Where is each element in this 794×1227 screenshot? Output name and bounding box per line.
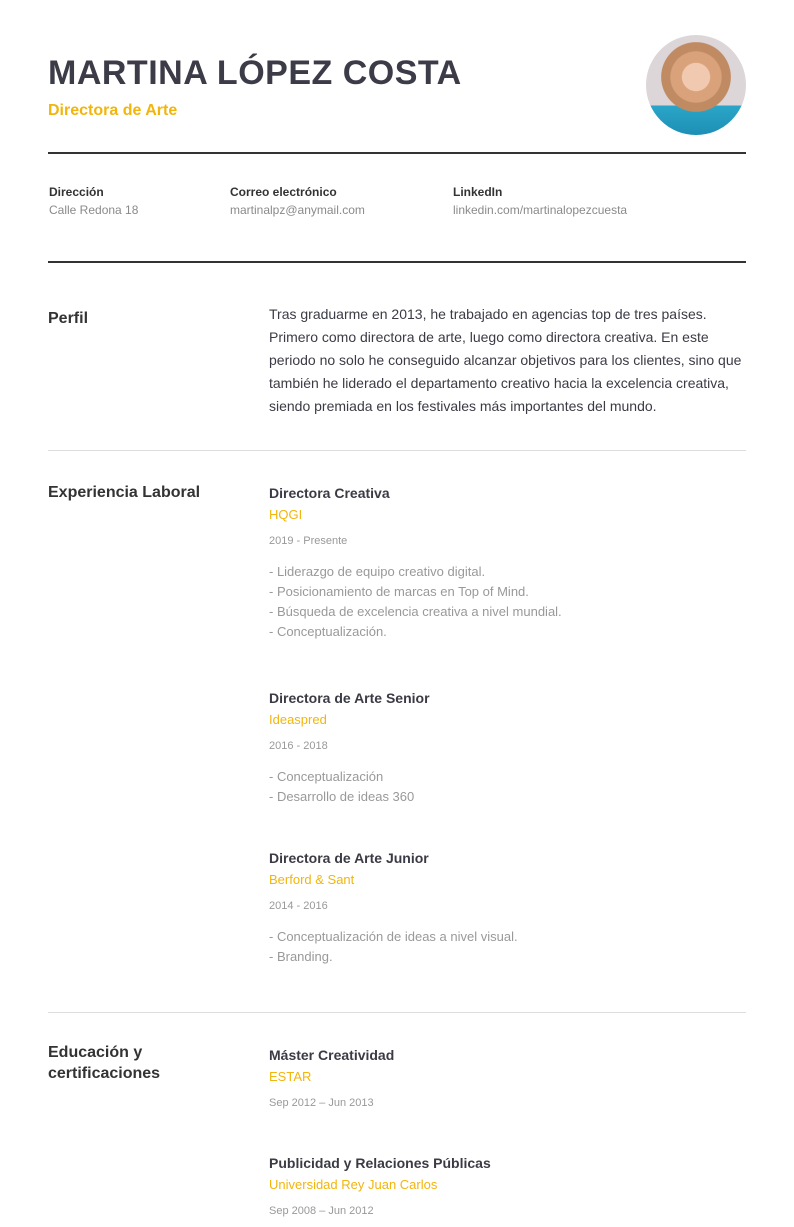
job-entry — [269, 485, 562, 642]
contact-value[interactable]: martinalpz@anymail.com — [230, 203, 365, 217]
profile-photo — [646, 35, 746, 135]
contact-value: Calle Redona 18 — [49, 203, 139, 217]
school-name: ESTAR — [269, 1069, 312, 1084]
contact-label: Correo electrónico — [230, 185, 337, 199]
job-title: Directora Creativa — [269, 485, 390, 501]
profile-text: Tras graduarme en 2013, he trabajado en agencias top de tres países. Primero como directora de arte, luego como directora creativa. En este periodo no solo he conseguido alcanzar objetivos para los clientes, sino que también he liderado el departamento creativo hacia la excelencia creativa, siendo premiada en los festivales más importantes del mundo. — [269, 306, 742, 414]
divider — [48, 152, 746, 154]
candidate-role: Directora de Arte — [48, 102, 178, 119]
degree-title: Publicidad y Relaciones Públicas — [269, 1155, 491, 1171]
contact-address — [49, 185, 138, 217]
job-company: Ideaspred — [269, 712, 327, 727]
contact-email — [230, 185, 365, 217]
school-name: Universidad Rey Juan Carlos — [269, 1177, 438, 1192]
degree-title: Máster Creatividad — [269, 1047, 395, 1063]
job-bullet: - Posicionamiento de marcas en Top of Mind. — [269, 584, 529, 599]
job-bullet: - Desarrollo de ideas 360 — [269, 789, 415, 804]
education-dates: Sep 2008 – Jun 2012 — [269, 1205, 374, 1217]
contact-label: Dirección — [49, 185, 104, 199]
divider — [48, 1012, 746, 1013]
divider — [48, 261, 746, 263]
education-dates: Sep 2012 – Jun 2013 — [269, 1097, 374, 1109]
job-entry — [269, 690, 430, 807]
job-dates: 2019 - Presente — [269, 535, 348, 547]
job-title: Directora de Arte Junior — [269, 850, 429, 866]
education-entry — [269, 1155, 491, 1217]
candidate-name: MARTINA LÓPEZ COSTA — [48, 54, 462, 92]
divider — [48, 450, 746, 451]
section-title-profile: Perfil — [48, 310, 89, 327]
contact-linkedin — [453, 185, 627, 217]
job-bullet: - Liderazgo de equipo creativo digital. — [269, 564, 486, 579]
job-bullet: - Conceptualización — [269, 769, 384, 784]
job-entry — [269, 850, 518, 967]
job-bullet: - Búsqueda de excelencia creativa a nivel mundial. — [269, 604, 562, 619]
job-dates: 2014 - 2016 — [269, 900, 328, 912]
education-entry — [269, 1047, 394, 1109]
job-company: HQGI — [269, 507, 303, 522]
section-title-line: Educación y — [48, 1044, 143, 1061]
job-bullet: - Conceptualización de ideas a nivel visual. — [269, 929, 518, 944]
job-title: Directora de Arte Senior — [269, 690, 430, 706]
contact-label: LinkedIn — [453, 185, 503, 199]
job-bullet: - Branding. — [269, 949, 333, 964]
section-title-experience: Experiencia Laboral — [48, 484, 201, 501]
job-company: Berford & Sant — [269, 872, 355, 887]
contact-value[interactable]: linkedin.com/martinalopezcuesta — [453, 203, 628, 217]
section-title-line: certificaciones — [48, 1065, 161, 1082]
job-bullet: - Conceptualización. — [269, 624, 387, 639]
section-title-education — [48, 1042, 160, 1084]
job-dates: 2016 - 2018 — [269, 740, 328, 752]
